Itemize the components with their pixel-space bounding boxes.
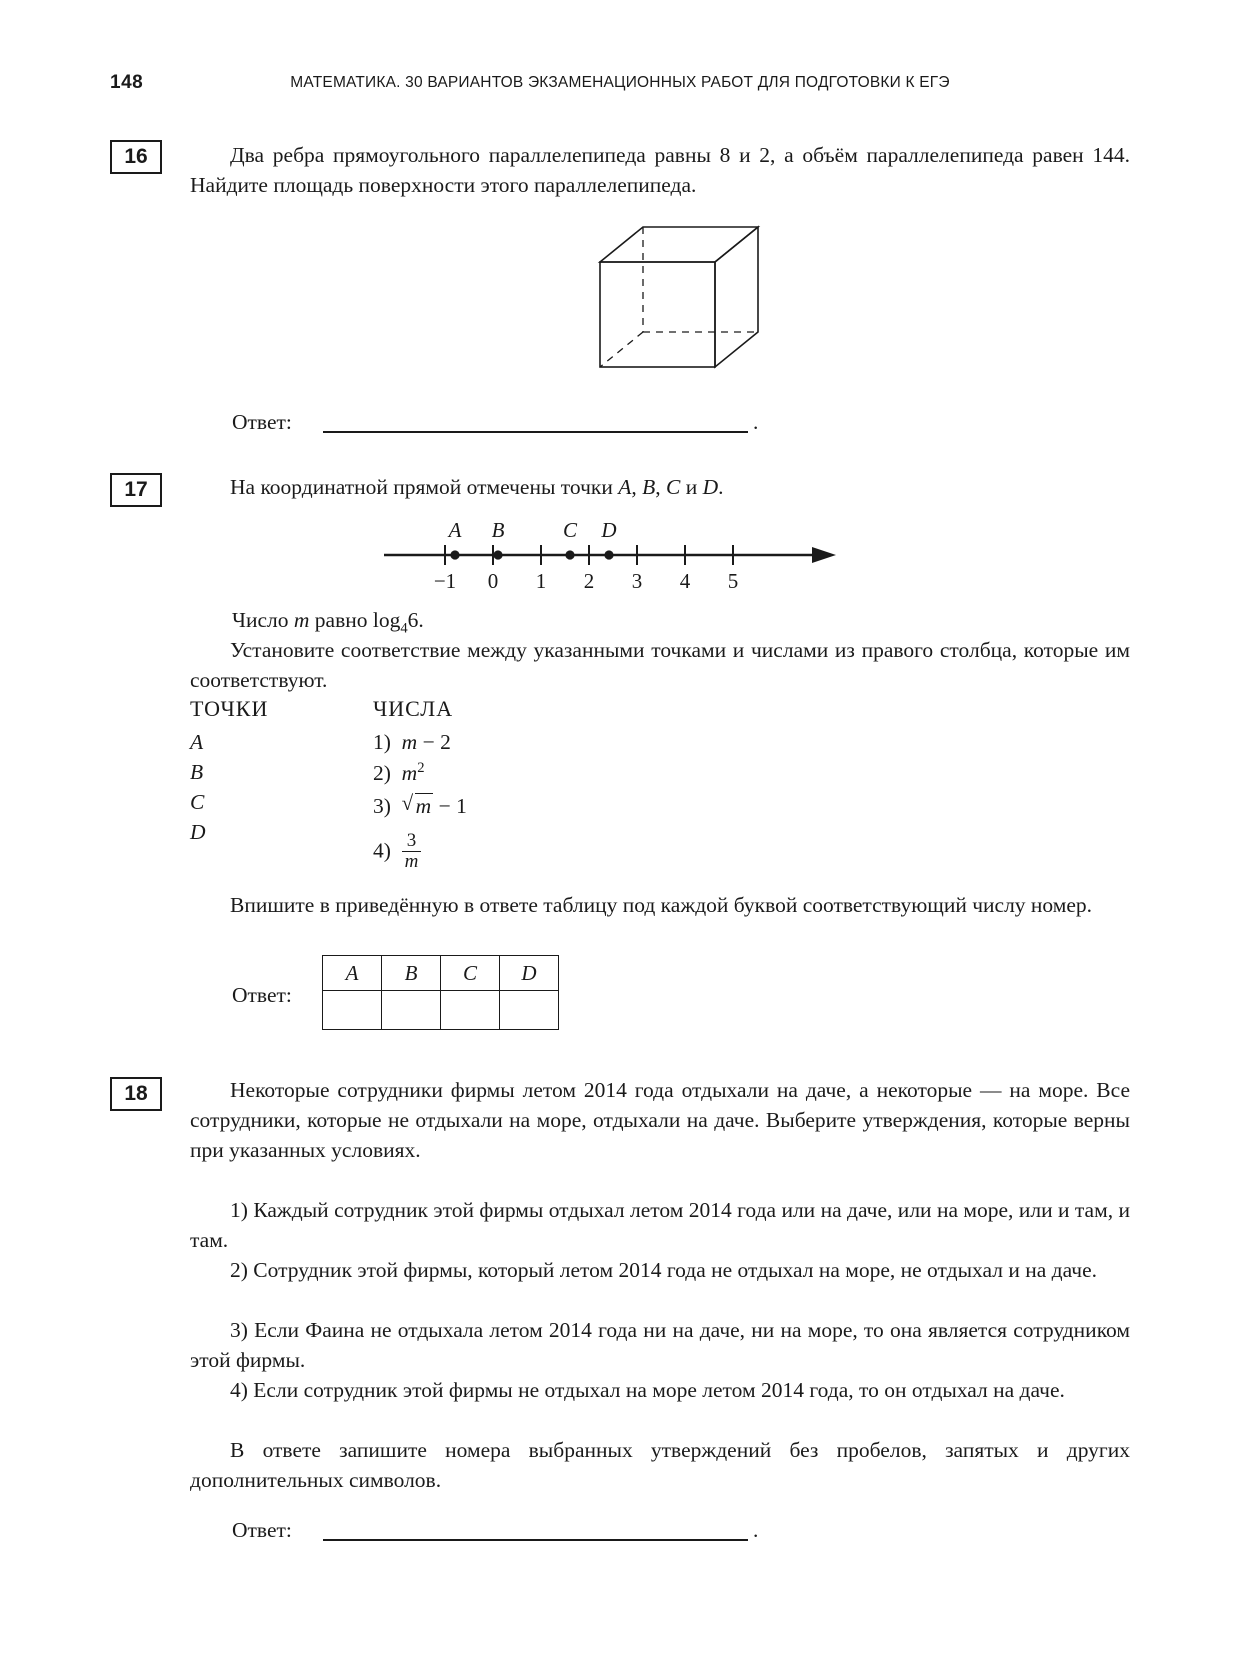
task-number-17: 17 (110, 473, 162, 507)
answer-header-a: A (323, 956, 382, 991)
svg-text:−1: −1 (433, 569, 457, 593)
answer-header-b: B (382, 956, 441, 991)
answer-grid-table[interactable] (322, 955, 559, 1030)
answer-cell-a[interactable] (323, 991, 382, 1030)
svg-text:5: 5 (727, 569, 739, 593)
task-18-statement: Некоторые сотрудники фирмы летом 2014 года отдыхали на даче, а некоторые — на море. Все сотрудники, которые не отдыхали на море, отдыхали на даче. Выберите утверждения, которые верны при указанных условиях. (190, 1078, 1130, 1162)
column-head-points: ТОЧКИ (190, 696, 269, 721)
table-row-values[interactable] (323, 991, 559, 1030)
answer-cell-b[interactable] (382, 991, 441, 1030)
task-18-answer-period: . (753, 1518, 759, 1542)
answer-cell-c[interactable] (441, 991, 500, 1030)
table-row-headers (323, 956, 559, 991)
task-16-statement: Два ребра прямоугольного параллелепипеда равны 8 и 2, а объём параллелепипеда равен 144. Найдите площадь поверхности этого параллелепипеда. (190, 143, 1130, 197)
number-option-4: 4) $\frac{3}{m}$ (373, 832, 421, 873)
task-17-instruction: Установите соответствие между указанными точками и числами из правого столбца, которые им соответствуют. (190, 638, 1130, 692)
number-option-2: 2) $m^2$ (373, 760, 425, 786)
task-17-answer-label: Ответ: (232, 983, 292, 1007)
running-title: МАТЕМАТИКА. 30 ВАРИАНТОВ ЭКЗАМЕНАЦИОННЫХ РАБОТ ДЛЯ ПОДГОТОВКИ К ЕГЭ (290, 74, 950, 91)
task-16-answer-blank[interactable] (323, 431, 748, 433)
svg-text:2: 2 (583, 569, 595, 593)
number-option-1: 1) m − 2 (373, 730, 451, 754)
task-18-closing: В ответе запишите номера выбранных утверждений без пробелов, запятых и других дополнительных символов. (190, 1438, 1130, 1492)
svg-text:0: 0 (487, 569, 499, 593)
point-item-b: B (190, 760, 204, 784)
svg-text:A: A (448, 520, 462, 542)
task-18-option-2: 2) Сотрудник этой фирмы, который летом 2014 года не отдыхал на море, не отдыхал и на даче. (230, 1258, 1097, 1282)
task-17-table-instruction: Впишите в приведённую в ответе таблицу под каждой буквой соответствующий числу номер. (230, 893, 1093, 917)
point-item-c: C (190, 790, 205, 814)
task-18-option-3: 3) Если Фаина не отдыхала летом 2014 года ни на даче, ни на море, то она является сотрудником этой фирмы. (190, 1318, 1130, 1372)
task-17-m-definition: Число m равно $\log_46$. (232, 608, 424, 637)
svg-text:1: 1 (535, 569, 547, 593)
svg-text:B: B (491, 520, 505, 542)
task-18-answer-blank[interactable] (323, 1539, 748, 1541)
page-number: 148 (110, 72, 144, 93)
svg-text:4: 4 (679, 569, 691, 593)
page-header (110, 72, 1130, 98)
answer-header-c: C (441, 956, 500, 991)
task-17-intro: На координатной прямой отмечены точки A, B, C и D. (230, 475, 724, 499)
task-number-18: 18 (110, 1077, 162, 1111)
task-18-option-4: 4) Если сотрудник этой фирмы не отдыхал на море летом 2014 года, то он отдыхал на даче. (230, 1378, 1065, 1402)
parallelepiped-figure (595, 222, 765, 372)
svg-text:C: C (562, 520, 578, 542)
point-item-a: A (190, 730, 204, 754)
column-head-numbers: ЧИСЛА (373, 696, 454, 721)
svg-text:D: D (601, 520, 617, 542)
task-number-16: 16 (110, 140, 162, 174)
task-18-option-1: 1) Каждый сотрудник этой фирмы отдыхал летом 2014 года или на даче, или на море, или и там, и там. (190, 1198, 1130, 1252)
task-16-answer-period: . (753, 410, 759, 434)
task-18-answer-label: Ответ: (232, 1518, 292, 1542)
answer-header-d: D (500, 956, 559, 991)
svg-text:3: 3 (631, 569, 643, 593)
number-option-3: 3) √ m − 1 (373, 793, 467, 819)
answer-cell-d[interactable] (500, 991, 559, 1030)
number-line-figure (380, 520, 840, 595)
point-item-d: D (190, 820, 206, 844)
task-16-answer-label: Ответ: (232, 410, 292, 434)
